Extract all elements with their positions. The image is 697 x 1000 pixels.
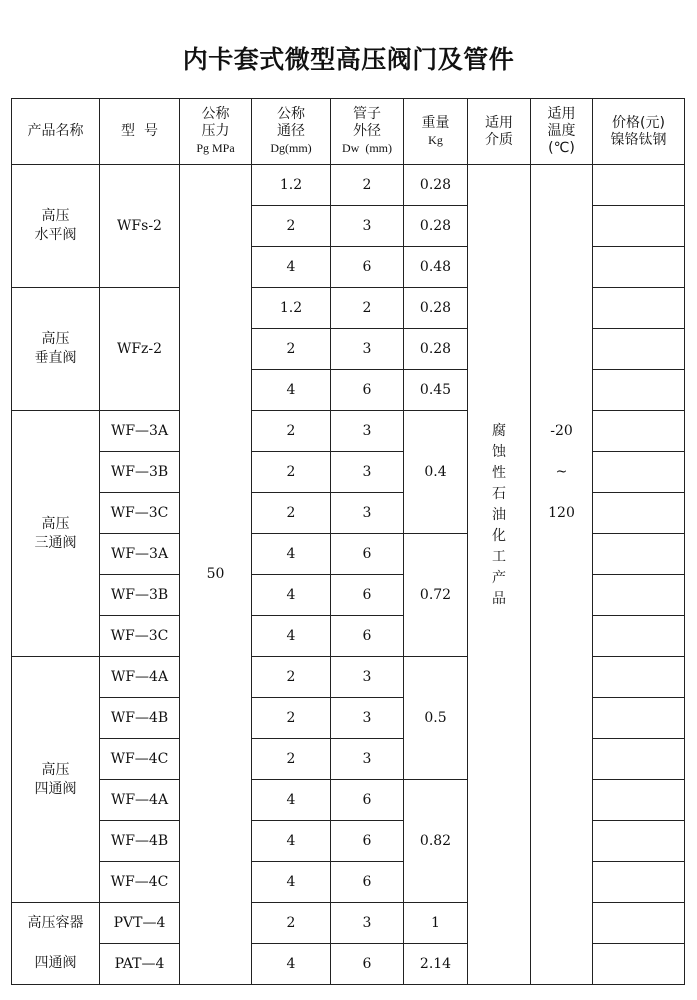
bore-cell: 1.2 [252,165,331,206]
product-name-cell [12,288,100,411]
model-cell: WF—4C [100,862,180,903]
model-cell: WF—3C [100,493,180,534]
bore-cell: 2 [252,206,331,247]
model-cell: WF—4A [100,780,180,821]
weight-cell: 0.28 [404,165,468,206]
header-medium-line2: 介质 [485,131,513,148]
bore-cell: 4 [252,821,331,862]
weight-cell: 2.14 [404,944,468,985]
medium-char: 油 [492,506,506,523]
price-cell [593,739,685,780]
price-cell [593,452,685,493]
model-cell: PAT—4 [100,944,180,985]
bore-cell: 2 [252,739,331,780]
header-price [593,99,685,165]
model-cell: WF—3C [100,616,180,657]
header-pressure-unit: Pg MPa [196,141,235,155]
header-row [12,99,685,165]
header-temp-line3: (℃) [548,140,575,156]
table-row [12,411,685,452]
model-cell: WFs-2 [100,165,180,288]
temp-min: -20 [550,422,573,439]
od-cell: 6 [331,370,404,411]
medium-char: 化 [492,527,506,544]
header-price-line1: 价格(元) [612,114,665,131]
od-cell: 3 [331,657,404,698]
header-temp-line2: 温度 [547,123,576,139]
product-name-cell [12,411,100,657]
model-cell: WF—3A [100,411,180,452]
header-od-unit: Dw (mm) [342,141,392,155]
header-bore-line2: 通径 [277,123,305,139]
product-name-line: 高压 [41,515,70,532]
header-weight-line1: 重量 [421,114,450,131]
price-cell [593,370,685,411]
price-cell [593,698,685,739]
price-cell [593,493,685,534]
model-cell: WF—3B [100,452,180,493]
medium-char: 石 [492,485,506,502]
od-cell: 2 [331,288,404,329]
model-cell: WF—4B [100,821,180,862]
price-cell [593,329,685,370]
weight-cell: 0.48 [404,247,468,288]
table-row [12,165,685,206]
medium-value-cell [468,411,531,985]
od-cell: 6 [331,575,404,616]
header-bore-line1: 公称 [277,106,305,122]
product-name-cell: 四通阀 [12,944,100,985]
product-name-line: 水平阀 [34,227,77,243]
price-cell [593,575,685,616]
temp-blank-cell [531,165,593,411]
medium-char: 蚀 [492,443,506,460]
weight-cell: 0.72 [404,534,468,657]
header-temp [531,99,593,165]
header-bore [252,99,331,165]
header-od-line1: 管子 [353,106,381,122]
header-medium-line1: 适用 [485,114,513,131]
product-name-cell [12,165,100,288]
bore-cell: 4 [252,862,331,903]
price-cell [593,657,685,698]
product-name-line: 三通阀 [34,534,77,551]
price-cell [593,821,685,862]
price-cell [593,411,685,452]
model-cell: WF—4A [100,657,180,698]
header-model: 型 号 [100,99,180,165]
header-weight-unit: Kg [428,132,443,147]
od-cell: 3 [331,739,404,780]
weight-cell: 0.82 [404,780,468,903]
header-pressure-line1: 公称 [201,106,230,122]
od-cell: 6 [331,247,404,288]
weight-cell: 0.45 [404,370,468,411]
od-cell: 3 [331,329,404,370]
pressure-value-cell: 50 [180,165,252,985]
bore-cell: 2 [252,329,331,370]
price-cell [593,862,685,903]
bore-cell: 2 [252,657,331,698]
product-name-cell [12,657,100,903]
od-cell: 3 [331,411,404,452]
header-od-line2: 外径 [353,123,381,139]
model-cell: WF—4B [100,698,180,739]
bore-cell: 2 [252,493,331,534]
header-weight [404,99,468,165]
medium-char: 腐 [492,422,506,439]
od-cell: 2 [331,165,404,206]
product-name-line: 高压 [41,208,70,224]
header-medium [468,99,531,165]
od-cell: 3 [331,452,404,493]
model-cell: WF—4C [100,739,180,780]
od-cell: 6 [331,534,404,575]
price-cell [593,944,685,985]
od-cell: 6 [331,780,404,821]
medium-char: 产 [492,569,506,586]
bore-cell: 4 [252,247,331,288]
bore-cell: 4 [252,534,331,575]
od-cell: 3 [331,206,404,247]
header-temp-line1: 适用 [547,106,576,122]
weight-cell: 0.5 [404,657,468,780]
bore-cell: 2 [252,452,331,493]
od-cell: 3 [331,903,404,944]
price-cell [593,903,685,944]
bore-cell: 4 [252,616,331,657]
price-cell [593,206,685,247]
header-pressure [180,99,252,165]
weight-cell: 0.28 [404,288,468,329]
model-cell: WF—3A [100,534,180,575]
model-cell: WF—3B [100,575,180,616]
od-cell: 6 [331,862,404,903]
price-cell [593,247,685,288]
medium-char: 性 [492,464,506,481]
header-pressure-line2: 压力 [201,123,230,139]
weight-cell: 0.28 [404,329,468,370]
model-cell: WFz-2 [100,288,180,411]
medium-char: 工 [492,548,506,565]
bore-cell: 2 [252,903,331,944]
header-product-name: 产品名称 [12,99,100,165]
product-name-cell: 高压容器 [12,903,100,944]
product-name-line: 高压 [41,331,70,347]
bore-cell: 2 [252,698,331,739]
od-cell: 3 [331,493,404,534]
od-cell: 6 [331,821,404,862]
bore-cell: 4 [252,780,331,821]
product-name-line: 垂直阀 [34,350,77,366]
medium-blank-cell [468,165,531,411]
price-cell [593,780,685,821]
bore-cell: 4 [252,370,331,411]
model-cell: PVT—4 [100,903,180,944]
header-price-line2: 镍铬钛钢 [610,131,667,148]
page-title: 内卡套式微型高压阀门及管件 [182,45,515,74]
bore-cell: 4 [252,575,331,616]
bore-cell: 1.2 [252,288,331,329]
product-table [11,98,685,985]
price-cell [593,534,685,575]
price-cell [593,616,685,657]
temp-max: 120 [548,504,575,521]
header-bore-unit: Dg(mm) [270,141,312,155]
price-cell [593,288,685,329]
medium-char: 品 [492,590,506,607]
weight-cell: 0.28 [404,206,468,247]
od-cell: 6 [331,616,404,657]
od-cell: 6 [331,944,404,985]
temp-value-cell [531,411,593,985]
product-name-line: 高压 [41,761,70,778]
price-cell [593,165,685,206]
weight-cell: 0.4 [404,411,468,534]
product-name-line: 四通阀 [34,780,77,797]
weight-cell: 1 [404,903,468,944]
bore-cell: 4 [252,944,331,985]
bore-cell: 2 [252,411,331,452]
od-cell: 3 [331,698,404,739]
header-od [331,99,404,165]
temp-sep: ~ [555,463,568,480]
